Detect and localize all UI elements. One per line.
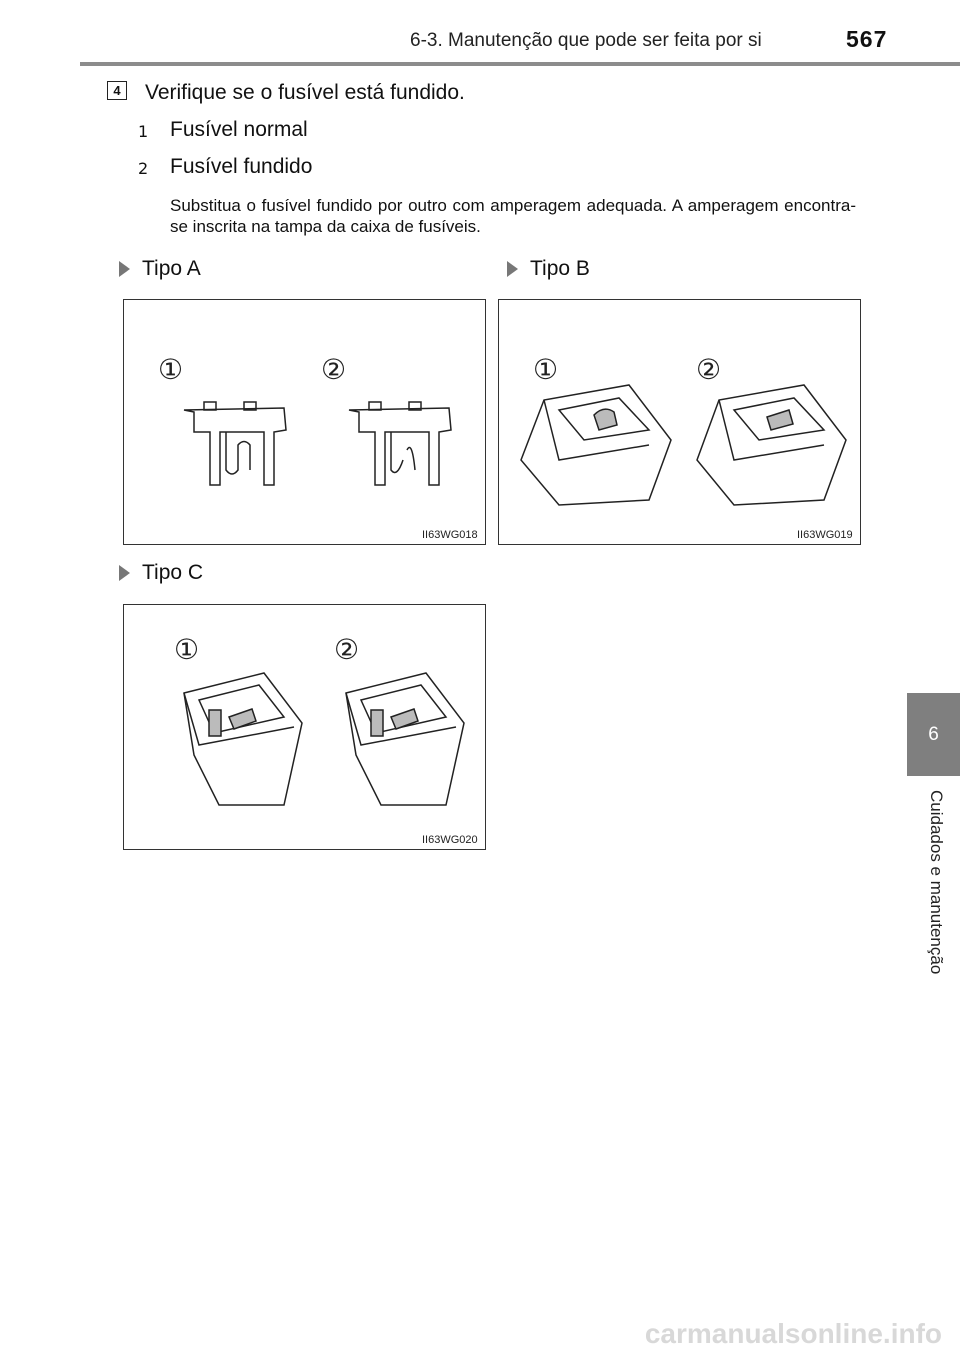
item-label-blown: Fusível fundido <box>170 155 313 178</box>
type-a-label: Tipo A <box>119 257 201 281</box>
chapter-number: 6 <box>928 723 939 745</box>
figure-code: II63WG018 <box>422 529 478 541</box>
header-rule <box>80 62 960 66</box>
triangle-bullet-icon <box>119 565 130 581</box>
step-note: Substitua o fusível fundido por outro com amperagem adequada. A amperagem encontra-se inscrita na tampa da caixa de fusíveis. <box>170 196 856 236</box>
figure-code: II63WG019 <box>797 529 853 541</box>
watermark: carmanualsonline.info <box>644 1318 942 1349</box>
figure-type-a <box>123 299 486 545</box>
step-text: Verifique se o fusível está fundido. <box>145 81 465 104</box>
chapter-tab[interactable] <box>907 693 960 776</box>
chapter-title: Cuidados e manutenção <box>927 790 946 975</box>
item-number-2: 2 <box>138 159 149 178</box>
item-number-1: 1 <box>138 122 149 141</box>
figure-code: II63WG020 <box>422 834 478 846</box>
step-badge: 4 <box>107 81 127 100</box>
callout-2: ② <box>321 353 347 386</box>
blade-fuse-illustration <box>124 300 485 544</box>
figure-type-b <box>498 299 861 545</box>
type-c-label: Tipo C <box>119 561 203 585</box>
triangle-bullet-icon <box>507 261 518 277</box>
page-number: 567 <box>846 26 888 52</box>
callout-1: ① <box>533 353 559 386</box>
callout-1: ① <box>158 353 184 386</box>
callout-2: ② <box>334 633 360 666</box>
figure-type-c <box>123 604 486 850</box>
callout-2: ② <box>696 353 722 386</box>
type-b-label: Tipo B <box>507 257 590 281</box>
item-label-normal: Fusível normal <box>170 118 308 141</box>
callout-1: ① <box>174 633 200 666</box>
triangle-bullet-icon <box>119 261 130 277</box>
header-title: 6-3. Manutenção que pode ser feita por si <box>410 30 762 51</box>
cartridge-fuse-illustration <box>499 300 860 544</box>
